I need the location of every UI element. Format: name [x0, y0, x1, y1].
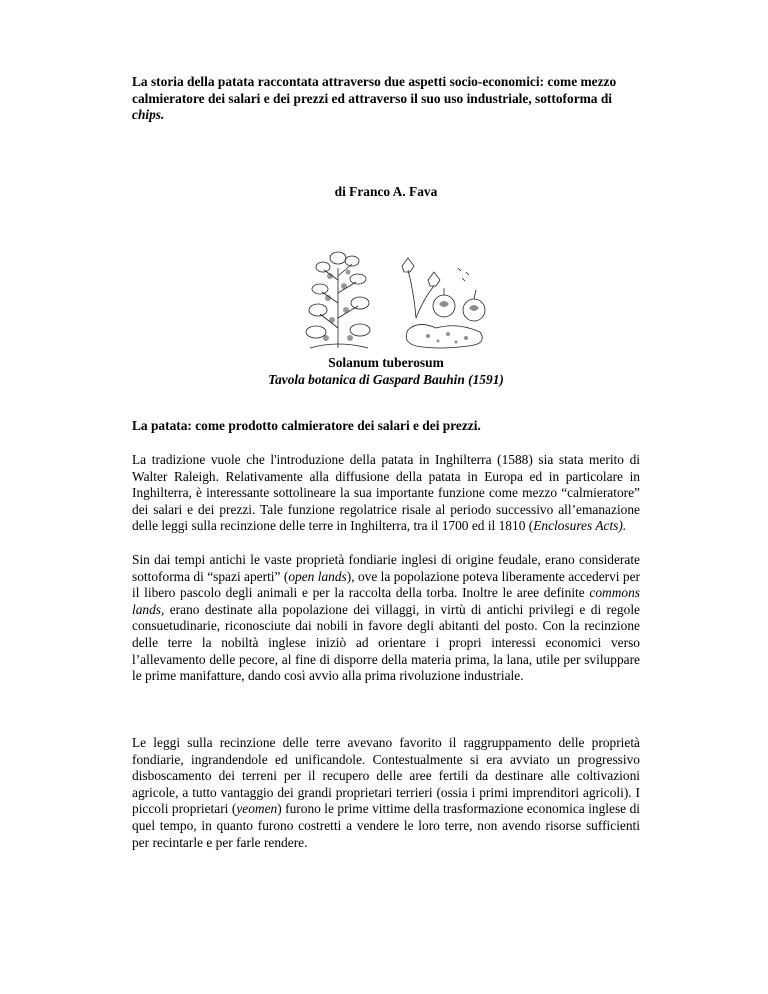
figure-caption-species: Solanum tuberosum [328, 355, 444, 370]
paragraph-3: Le leggi sulla recinzione delle terre avevano favorito il raggruppamento delle proprietà fondiarie, ingrandendole ed unificandole. Contestualmente si era avviato un progressivo disboscamento dei terreni per il recupero delle aree fertili da destinare alle coltivazioni agricole, a tutto vantaggio dei grandi proprietari terrieri (ossia i primi imprenditori agricoli). I piccoli proprietari (yeomen) furono le prime vittime della trasformazione economica inglese di quel tempo, in quanto furono costretti a vendere le loro terre, non avendo risorse sufficienti per recintarle e per farle rendere. [132, 735, 640, 850]
section-heading: La patata: come prodotto calmieratore dei salari e dei prezzi. [132, 418, 481, 433]
document-title: La storia della patata raccontata attraverso due aspetti socio-economici: come mezzo calmieratore dei salari e dei prezzi ed attraverso il suo uso industriale, sottoforma di chips. [132, 74, 617, 122]
figure-caption-source: Tavola botanica di Gaspard Bauhin (1591) [268, 372, 504, 387]
paragraph-2: Sin dai tempi antichi le vaste proprietà fondiarie inglesi di origine feudale, erano considerate sottoforma di “spazi aperti” (open lands), ove la popolazione poteva liberamente accedervi per il libero pascolo degli animali e per la raccolta della torba. Inoltre le aree definite commons lands, erano destinate alla popolazione dei villaggi, in virtù di antichi privilegi e di regole consuetudinarie, riconosciute dai nobili in favore degli abitanti del posto. Con la recinzione delle terre la nobiltà inglese iniziò ad orientare i propri interessi economici verso l’allevamento delle pecore, al fine di disporre della materia prima, la lana, utile per sviluppare le prime manifatture, dando così avvio alla prima rivoluzione industriale. [132, 552, 640, 684]
author-line: di Franco A. Fava [334, 184, 438, 199]
botanical-illustration [298, 248, 508, 350]
paragraph-1: La tradizione vuole che l'introduzione della patata in Inghilterra (1588) sia stata merito di Walter Raleigh. Relativamente alla diffusione della patata in Europa ed in particolare in Inghilterra, è interessante sottolineare la sua importante funzione come mezzo “calmieratore” dei salari e dei prezzi. Tale funzione regolatrice risale al periodo successivo all’emanazione delle leggi sulla recinzione delle terre in Inghilterra, tra il 1700 ed il 1810 (Enclosures Acts). [132, 452, 640, 534]
